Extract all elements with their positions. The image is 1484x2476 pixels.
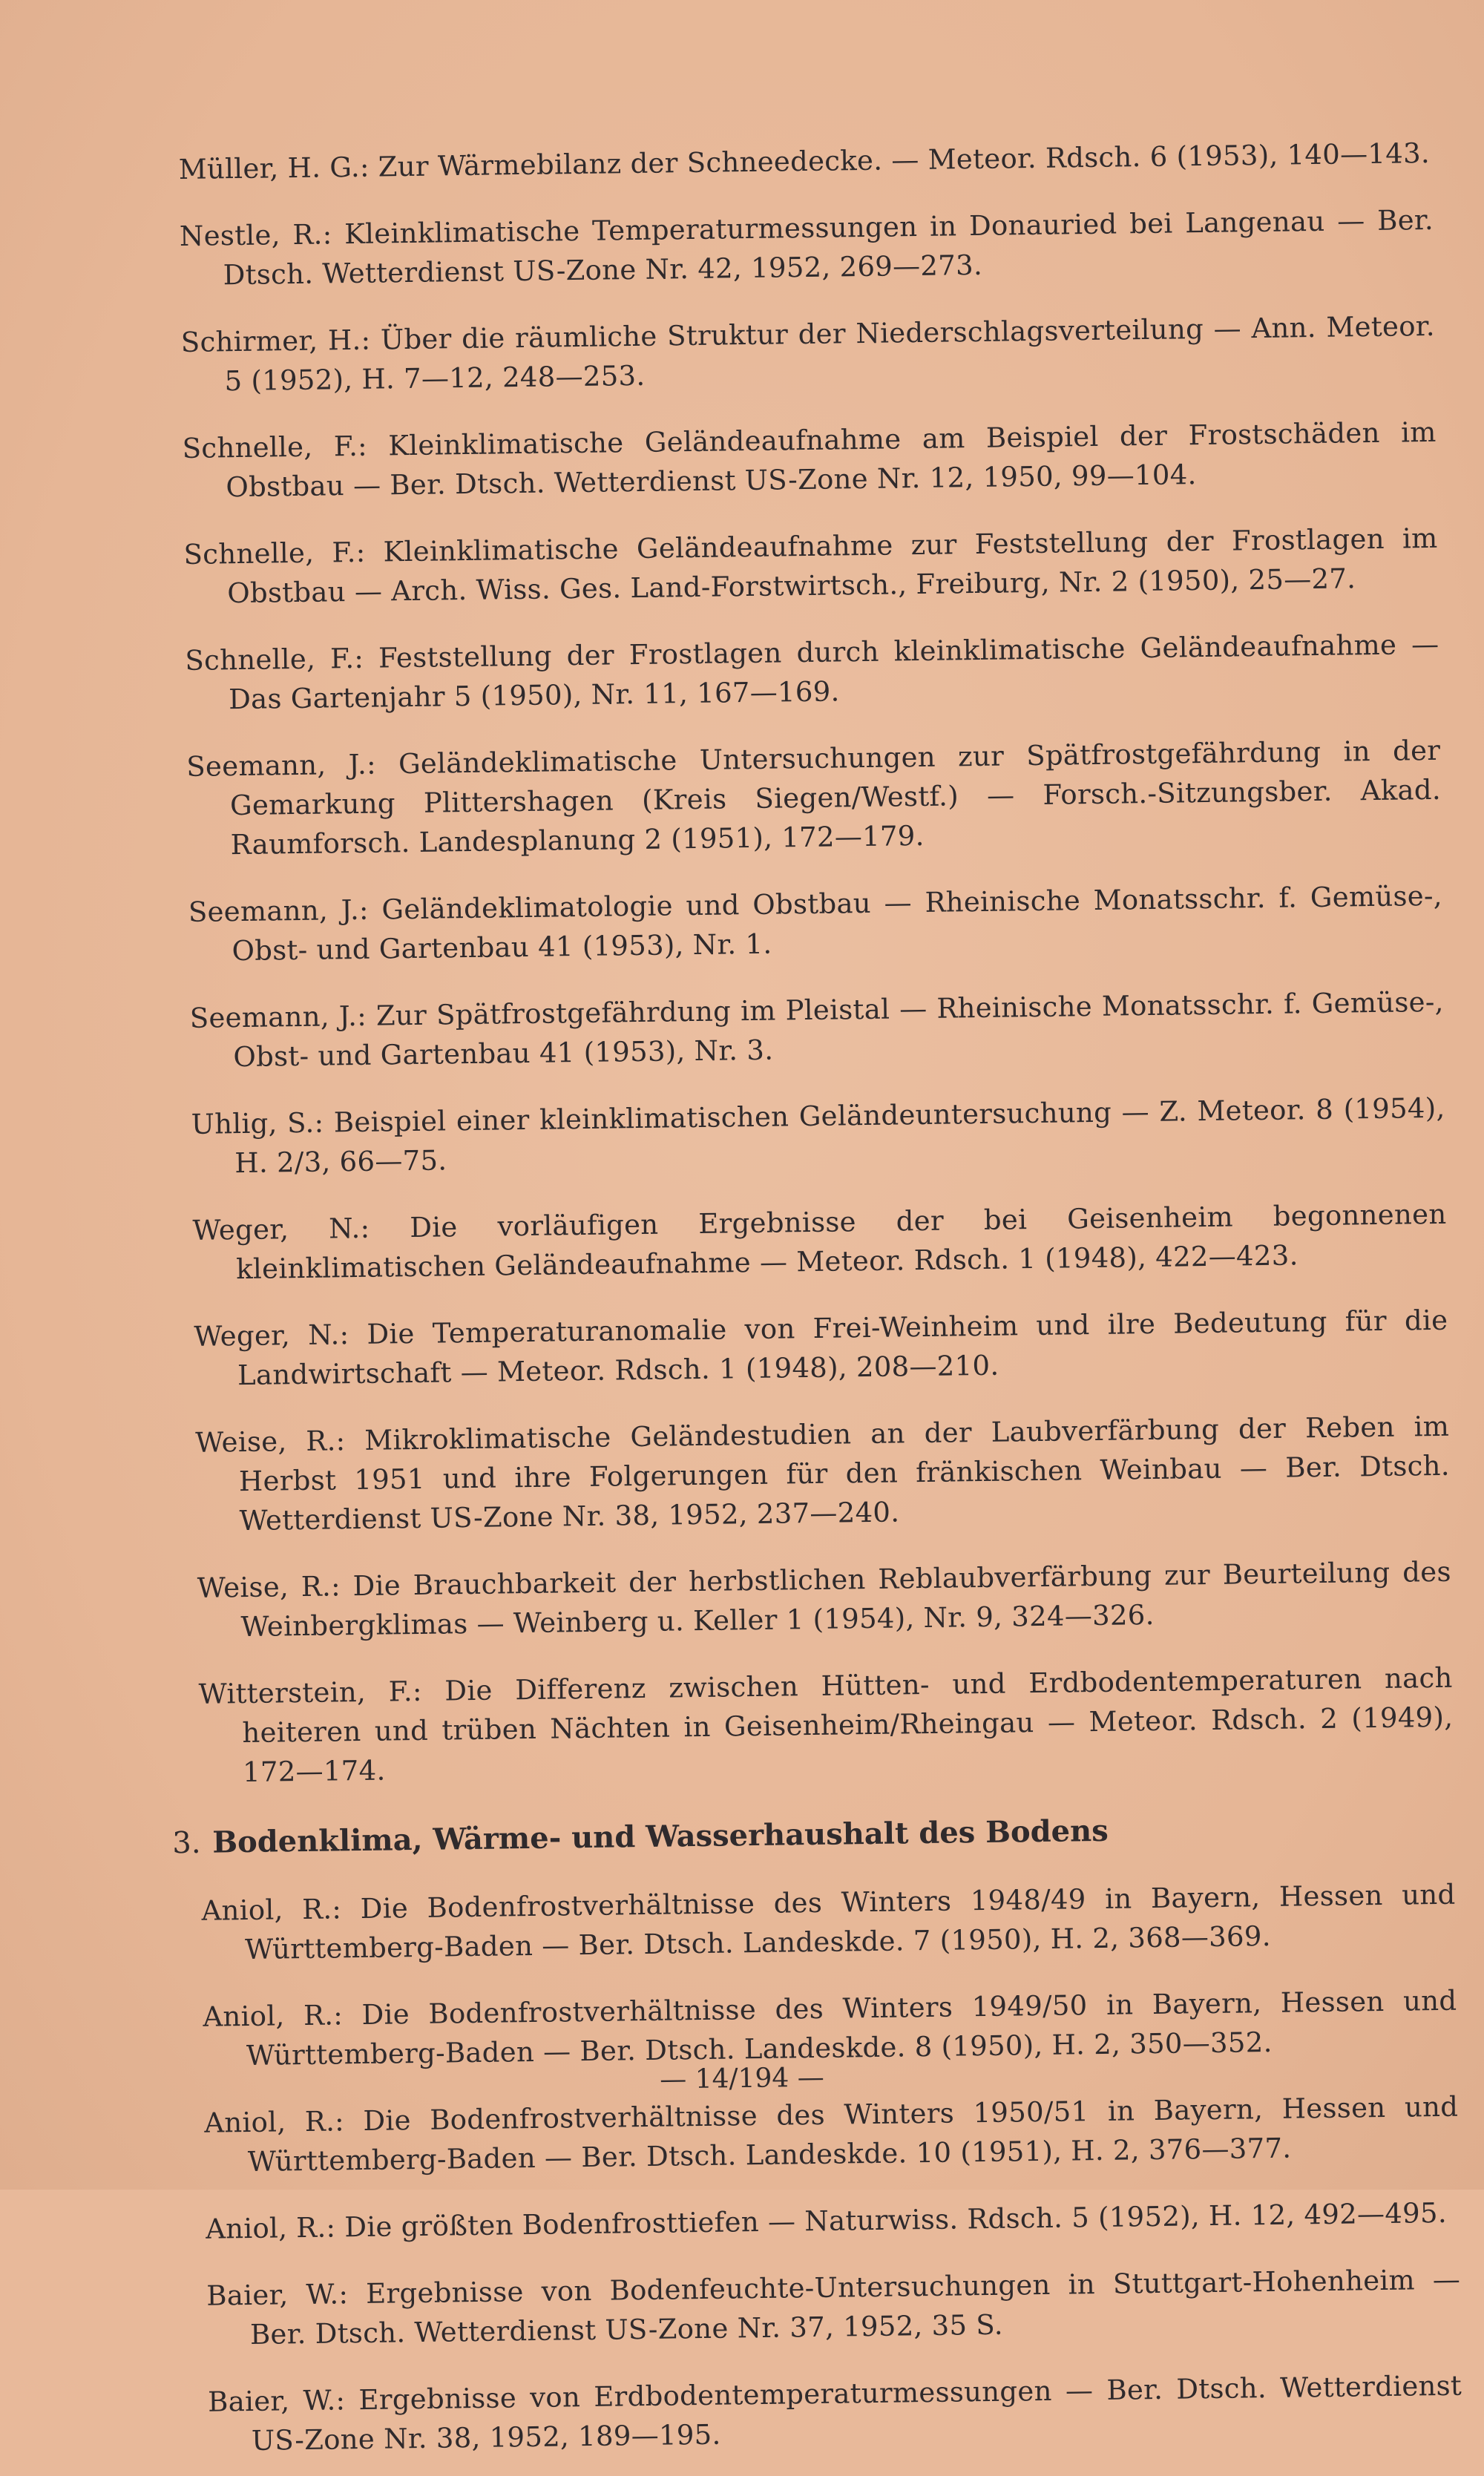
page-number: — 14/194 — — [659, 2062, 825, 2095]
reference-entry: Baier, W.: Ergebnisse von Erdbodentemperaturmessungen — Ber. Dtsch. Wetterdienst US-Zone Nr. 38, 1952, 189—195. — [207, 2369, 1462, 2457]
reference-list-top — [178, 134, 1454, 1793]
reference-entry: Aniol, R.: Die Bodenfrostverhältnisse des Winters 1949/50 in Bayern, Hessen und Württemberg-Baden — Ber. Dtsch. Landeskde. 8 (1950), H. 2, 350—352. — [203, 1984, 1457, 2072]
reference-entry: Baier, W.: Ergebnisse von Bodenfeuchte-Untersuchungen in Stuttgart-Hohenheim — Ber. Dtsch. Wetterdienst US-Zone Nr. 37, 1952, 35 S. — [206, 2263, 1461, 2351]
section-heading — [172, 1806, 1455, 1865]
reference-entry: Seemann, J.: Geländeklimatologie und Obstbau — Rheinische Monatsschr. f. Gemüse-, Obst- und Gartenbau 41 (1953), Nr. 1. — [188, 879, 1443, 968]
reference-entry: Weise, R.: Die Brauchbarkeit der herbstlichen Reblaubverfärbung zur Beurteilung des Weinbergklimas — Weinberg u. Keller 1 (1954), Nr. 9, 324—326. — [197, 1555, 1451, 1643]
reference-entry: Weger, N.: Die vorläufigen Ergebnisse der bei Geisenheim begonnenen kleinklimatischen Geländeaufnahme — Meteor. Rdsch. 1 (1948), 422—423. — [192, 1198, 1447, 1286]
section-number: 3. — [172, 1825, 201, 1861]
reference-entry: Schnelle, F.: Kleinklimatische Geländeaufnahme am Beispiel der Frostschäden im Obstbau — Ber. Dtsch. Wetterdienst US-Zone Nr. 12, 1950, 99—104. — [182, 416, 1437, 504]
reference-entry: Aniol, R.: Die Bodenfrostverhältnisse des Winters 1948/49 in Bayern, Hessen und Württemberg-Baden — Ber. Dtsch. Landeskde. 7 (1950), H. 2, 368—369. — [201, 1878, 1456, 1966]
reference-entry: Seemann, J.: Zur Spätfrostgefährdung im Pleistal — Rheinische Monatsschr. f. Gemüse-, Obst- und Gartenbau 41 (1953), Nr. 3. — [189, 985, 1444, 1074]
reference-entry: Uhlig, S.: Beispiel einer kleinklimatischen Geländeuntersuchung — Z. Meteor. 8 (1954), H. 2/3, 66—75. — [191, 1091, 1445, 1180]
reference-entry: Weise, R.: Mikroklimatische Geländestudien an der Laubverfärbung der Reben im Herbst 1951 und ihre Folgerungen für den fränkischen Weinbau — Ber. Dtsch. Wetterdienst US-Zone Nr. 38, 1952, 237—240. — [195, 1410, 1451, 1537]
bibliography-column — [172, 106, 1462, 2476]
reference-entry: Schnelle, F.: Feststellung der Frostlagen durch kleinklimatische Geländeaufnahme — Das Gartenjahr 5 (1950), Nr. 11, 167—169. — [185, 628, 1439, 716]
reference-entry: Weger, N.: Die Temperaturanomalie von Frei-Weinheim und ilre Bedeutung für die Landwirtschaft — Meteor. Rdsch. 1 (1948), 208—210. — [194, 1304, 1448, 1392]
reference-entry: Seemann, J.: Geländeklimatische Untersuchungen zur Spätfrostgefährdung in der Gemarkung Plittershagen (Kreis Siegen/Westf.) — Forsch.-Sitzungsber. Akad. Raumforsch. Landesplanung 2 (1951), 172—179. — [186, 734, 1442, 861]
reference-list-section — [201, 1875, 1462, 2461]
reference-entry: Müller, H. G.: Zur Wärmebilanz der Schneedecke. — Meteor. Rdsch. 6 (1953), 140—143. — [178, 137, 1431, 185]
reference-entry: Schnelle, F.: Kleinklimatische Geländeaufnahme zur Feststellung der Frostlagen im Obstbau — Arch. Wiss. Ges. Land-Forstwirtsch., Freiburg, Nr. 2 (1950), 25—27. — [183, 522, 1438, 610]
reference-entry: Aniol, R.: Die größten Bodenfrosttiefen — Naturwiss. Rdsch. 5 (1952), H. 12, 492—495. — [205, 2196, 1448, 2245]
reference-entry: Nestle, R.: Kleinklimatische Temperaturmessungen in Donauried bei Langenau — Ber. Dtsch. Wetterdienst US-Zone Nr. 42, 1952, 269—273. — [179, 203, 1434, 292]
section-title: Bodenklima, Wärme- und Wasserhaushalt des Bodens — [211, 1813, 1109, 1860]
reference-entry: Schirmer, H.: Über die räumliche Struktur der Niederschlagsverteilung — Ann. Meteor. 5 (1952), H. 7—12, 248—253. — [180, 309, 1436, 398]
reference-entry: Aniol, R.: Die Bodenfrostverhältnisse des Winters 1950/51 in Bayern, Hessen und Württemberg-Baden — Ber. Dtsch. Landeskde. 10 (1951), H. 2, 376—377. — [204, 2090, 1459, 2178]
reference-entry: Witterstein, F.: Die Differenz zwischen Hütten- und Erdbodentemperaturen nach heiteren und trüben Nächten in Geisenheim/Rheingau — Meteor. Rdsch. 2 (1949), 172—174. — [198, 1661, 1454, 1789]
